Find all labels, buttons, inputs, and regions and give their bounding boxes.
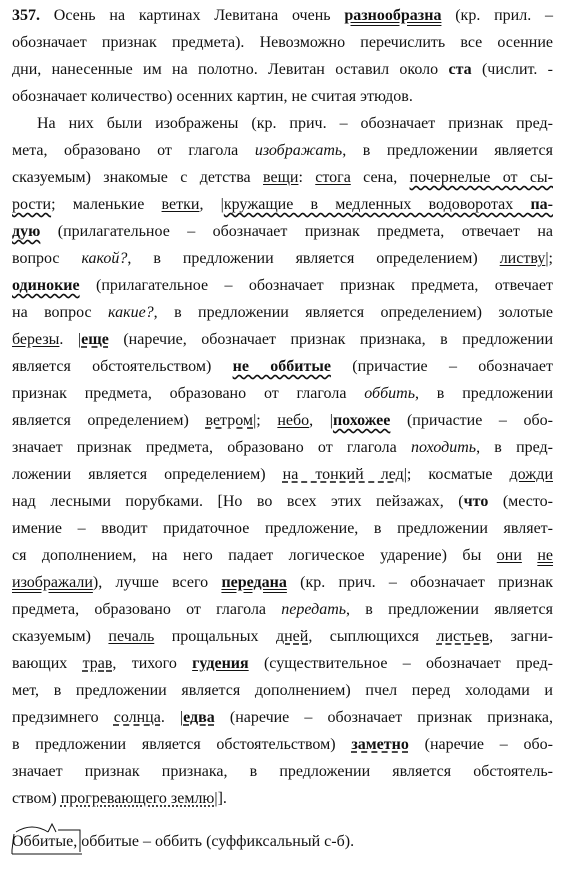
text-fragment: , в предложении является определением) bbox=[127, 250, 500, 267]
text-fragment: оббить bbox=[364, 385, 415, 402]
text-fragment: ся дополнением, на него падает логическое ударение) бы bbox=[12, 547, 497, 564]
text-line bbox=[12, 249, 553, 269]
text-fragment: печаль bbox=[108, 628, 155, 645]
text-line bbox=[12, 735, 553, 755]
text-fragment: , сыплющихся bbox=[308, 628, 437, 645]
text-fragment: , в предложении является bbox=[346, 601, 553, 618]
text-line bbox=[37, 114, 553, 134]
text-fragment: значает признак признака, в предложении является обстоятель- bbox=[12, 763, 553, 780]
text-fragment: изображали bbox=[12, 574, 93, 591]
text-line bbox=[12, 357, 553, 377]
text-fragment: (кр. прил. – bbox=[441, 7, 554, 24]
text-fragment: (числит. - bbox=[471, 61, 554, 78]
text-fragment: , в пред- bbox=[476, 439, 553, 456]
text-line bbox=[12, 330, 553, 350]
text-fragment: почернелые от сы- bbox=[409, 169, 553, 186]
exercise-number: 357. bbox=[12, 7, 40, 24]
text-line bbox=[12, 438, 553, 458]
text-fragment: передать bbox=[281, 601, 347, 618]
text-fragment: дни, нанесенные им на полотно. Левитан оставил около bbox=[12, 61, 449, 78]
text-fragment: ветки bbox=[161, 196, 200, 213]
text-fragment: , | bbox=[199, 196, 224, 213]
text-fragment: листву bbox=[499, 250, 546, 267]
text-fragment: трав bbox=[82, 655, 113, 672]
text-fragment: над лесными порубками. [Но во всех этих пейзажах, ( bbox=[12, 493, 464, 510]
text-fragment: стога bbox=[315, 169, 351, 186]
text-line bbox=[12, 492, 553, 512]
text-fragment: Осень на картинах Левитана очень bbox=[40, 7, 345, 24]
text-fragment: на тонкий лед bbox=[282, 466, 404, 483]
text-fragment: не оббитые bbox=[232, 358, 331, 375]
text-fragment: ложении является определением) bbox=[12, 466, 283, 483]
text-fragment: едва bbox=[183, 709, 215, 726]
text-fragment: (наречие – обо- bbox=[408, 736, 554, 753]
text-fragment: похожее bbox=[332, 412, 391, 429]
text-fragment: дую bbox=[12, 223, 41, 240]
text-line bbox=[12, 141, 553, 161]
text-line bbox=[12, 411, 553, 431]
analysis-text: , оббитые – оббить (суффиксальный с-б). bbox=[73, 833, 355, 850]
text-fragment: сказуемым) знакомые с детства bbox=[12, 169, 263, 186]
text-fragment: имение – вводит придаточное предложение, в предложении являет- bbox=[12, 520, 553, 537]
text-fragment: (прилагательное – обозначает признак предмета, отвечает bbox=[79, 277, 553, 294]
text-fragment: предзимнего bbox=[12, 709, 114, 726]
text-fragment: . | bbox=[59, 331, 82, 348]
text-fragment: предмета, образовано от глагола bbox=[12, 601, 282, 618]
text-fragment: в предложении является обстоятельством) bbox=[12, 736, 352, 753]
text-line bbox=[12, 168, 553, 188]
text-fragment: обозначает признак предмета). Невозможно перечислить все осенние bbox=[12, 34, 553, 51]
text-fragment: еще bbox=[81, 331, 109, 348]
text-fragment: одинокие bbox=[12, 277, 80, 294]
text-fragment: ством) bbox=[12, 790, 61, 807]
text-fragment: . | bbox=[160, 709, 184, 726]
text-fragment: (наречие – обозначает признак признака, bbox=[214, 709, 554, 726]
text-fragment: ), лучше всего bbox=[92, 574, 222, 591]
text-fragment: значает признак предмета, образовано от глагола bbox=[12, 439, 411, 456]
text-fragment: рости bbox=[12, 196, 52, 213]
text-fragment: заметно bbox=[351, 736, 409, 753]
text-fragment: сена, bbox=[350, 169, 410, 186]
text-fragment: (кр. прич. – обозначает признак bbox=[286, 574, 553, 591]
morpheme-marks-icon bbox=[8, 820, 88, 856]
text-fragment: передана bbox=[221, 574, 287, 591]
text-fragment: па- bbox=[530, 196, 553, 213]
text-fragment: (существительное – обозначает пред- bbox=[248, 655, 553, 672]
text-line bbox=[12, 681, 553, 701]
text-fragment: солнца bbox=[113, 709, 161, 726]
text-fragment: |; bbox=[545, 250, 553, 267]
text-fragment: дожди bbox=[509, 466, 553, 483]
text-fragment: прощальных bbox=[154, 628, 276, 645]
text-fragment: , в предложении bbox=[414, 385, 554, 402]
text-fragment: они bbox=[496, 547, 522, 564]
text-fragment: |; косматые bbox=[403, 466, 510, 483]
text-fragment: прогревающего землю bbox=[60, 790, 215, 807]
text-fragment: , в предложении является определением) золотые bbox=[153, 304, 553, 321]
analyzed-word: Оббитые bbox=[12, 832, 73, 852]
text-fragment: изображать bbox=[254, 142, 343, 159]
text-fragment: ; маленькие bbox=[51, 196, 162, 213]
text-fragment: (причастие – обо- bbox=[390, 412, 554, 429]
text-fragment: какой? bbox=[81, 250, 128, 267]
text-fragment: сказуемым) bbox=[12, 628, 109, 645]
text-fragment: |; bbox=[253, 412, 278, 429]
text-fragment bbox=[522, 547, 537, 564]
text-fragment: вещи bbox=[263, 169, 299, 186]
text-line bbox=[12, 600, 553, 620]
text-fragment: является обстоятельством) bbox=[12, 358, 233, 375]
text-line bbox=[12, 789, 553, 809]
text-fragment: разнообразна bbox=[344, 7, 442, 24]
text-fragment: признак предмета, образовано от глагола bbox=[12, 385, 365, 402]
text-line bbox=[12, 222, 553, 242]
text-line bbox=[12, 195, 553, 215]
text-fragment: не bbox=[537, 547, 554, 564]
text-fragment: березы bbox=[12, 331, 60, 348]
text-fragment: мет, в предложении является дополнением) пчел перед холодами и bbox=[12, 682, 553, 699]
text-fragment: (место- bbox=[488, 493, 553, 510]
text-fragment: , загни- bbox=[489, 628, 554, 645]
text-fragment: , | bbox=[309, 412, 333, 429]
text-fragment: что bbox=[463, 493, 489, 510]
text-line bbox=[12, 573, 553, 593]
text-fragment: вопрос bbox=[12, 250, 82, 267]
text-fragment: мета, образовано от глагола bbox=[12, 142, 255, 159]
text-fragment: вающих bbox=[12, 655, 83, 672]
text-fragment: походить bbox=[410, 439, 477, 456]
text-line bbox=[12, 546, 553, 566]
text-fragment: какие? bbox=[108, 304, 154, 321]
text-line bbox=[12, 465, 553, 485]
text-line bbox=[12, 276, 553, 296]
text-fragment: ветром bbox=[205, 412, 254, 429]
text-line bbox=[12, 384, 553, 404]
text-fragment: небо bbox=[277, 412, 310, 429]
text-fragment: , в предложении является bbox=[342, 142, 553, 159]
text-fragment: (причастие – обозначает bbox=[330, 358, 553, 375]
text-line bbox=[12, 87, 553, 107]
text-fragment: на вопрос bbox=[12, 304, 108, 321]
morpheme-analysis-line bbox=[12, 832, 354, 852]
text-line bbox=[12, 762, 553, 782]
text-fragment: ста bbox=[448, 61, 472, 78]
text-fragment: На них были изображены (кр. прич. – обозначает признак пред- bbox=[37, 115, 553, 132]
text-fragment: листьев bbox=[436, 628, 490, 645]
text-fragment: является определением) bbox=[12, 412, 206, 429]
text-line bbox=[12, 60, 553, 80]
text-fragment: |]. bbox=[214, 790, 227, 807]
text-fragment: кружащие в медленных водоворотах bbox=[223, 196, 531, 213]
text-fragment: дней bbox=[275, 628, 309, 645]
text-line bbox=[12, 6, 553, 26]
text-line bbox=[12, 654, 553, 674]
text-fragment: , тихого bbox=[112, 655, 193, 672]
text-fragment: обозначает количество) осенних картин, не считая этюдов. bbox=[12, 88, 413, 105]
text-line bbox=[12, 627, 553, 647]
text-fragment: гудения bbox=[192, 655, 249, 672]
text-fragment: : bbox=[298, 169, 316, 186]
text-fragment: (прилагательное – обозначает признак предмета, отвечает на bbox=[40, 223, 553, 240]
text-line bbox=[12, 708, 553, 728]
text-line bbox=[12, 303, 553, 323]
text-line bbox=[12, 33, 553, 53]
text-fragment: (наречие, обозначает признак признака, в предложении bbox=[108, 331, 554, 348]
text-line bbox=[12, 519, 553, 539]
